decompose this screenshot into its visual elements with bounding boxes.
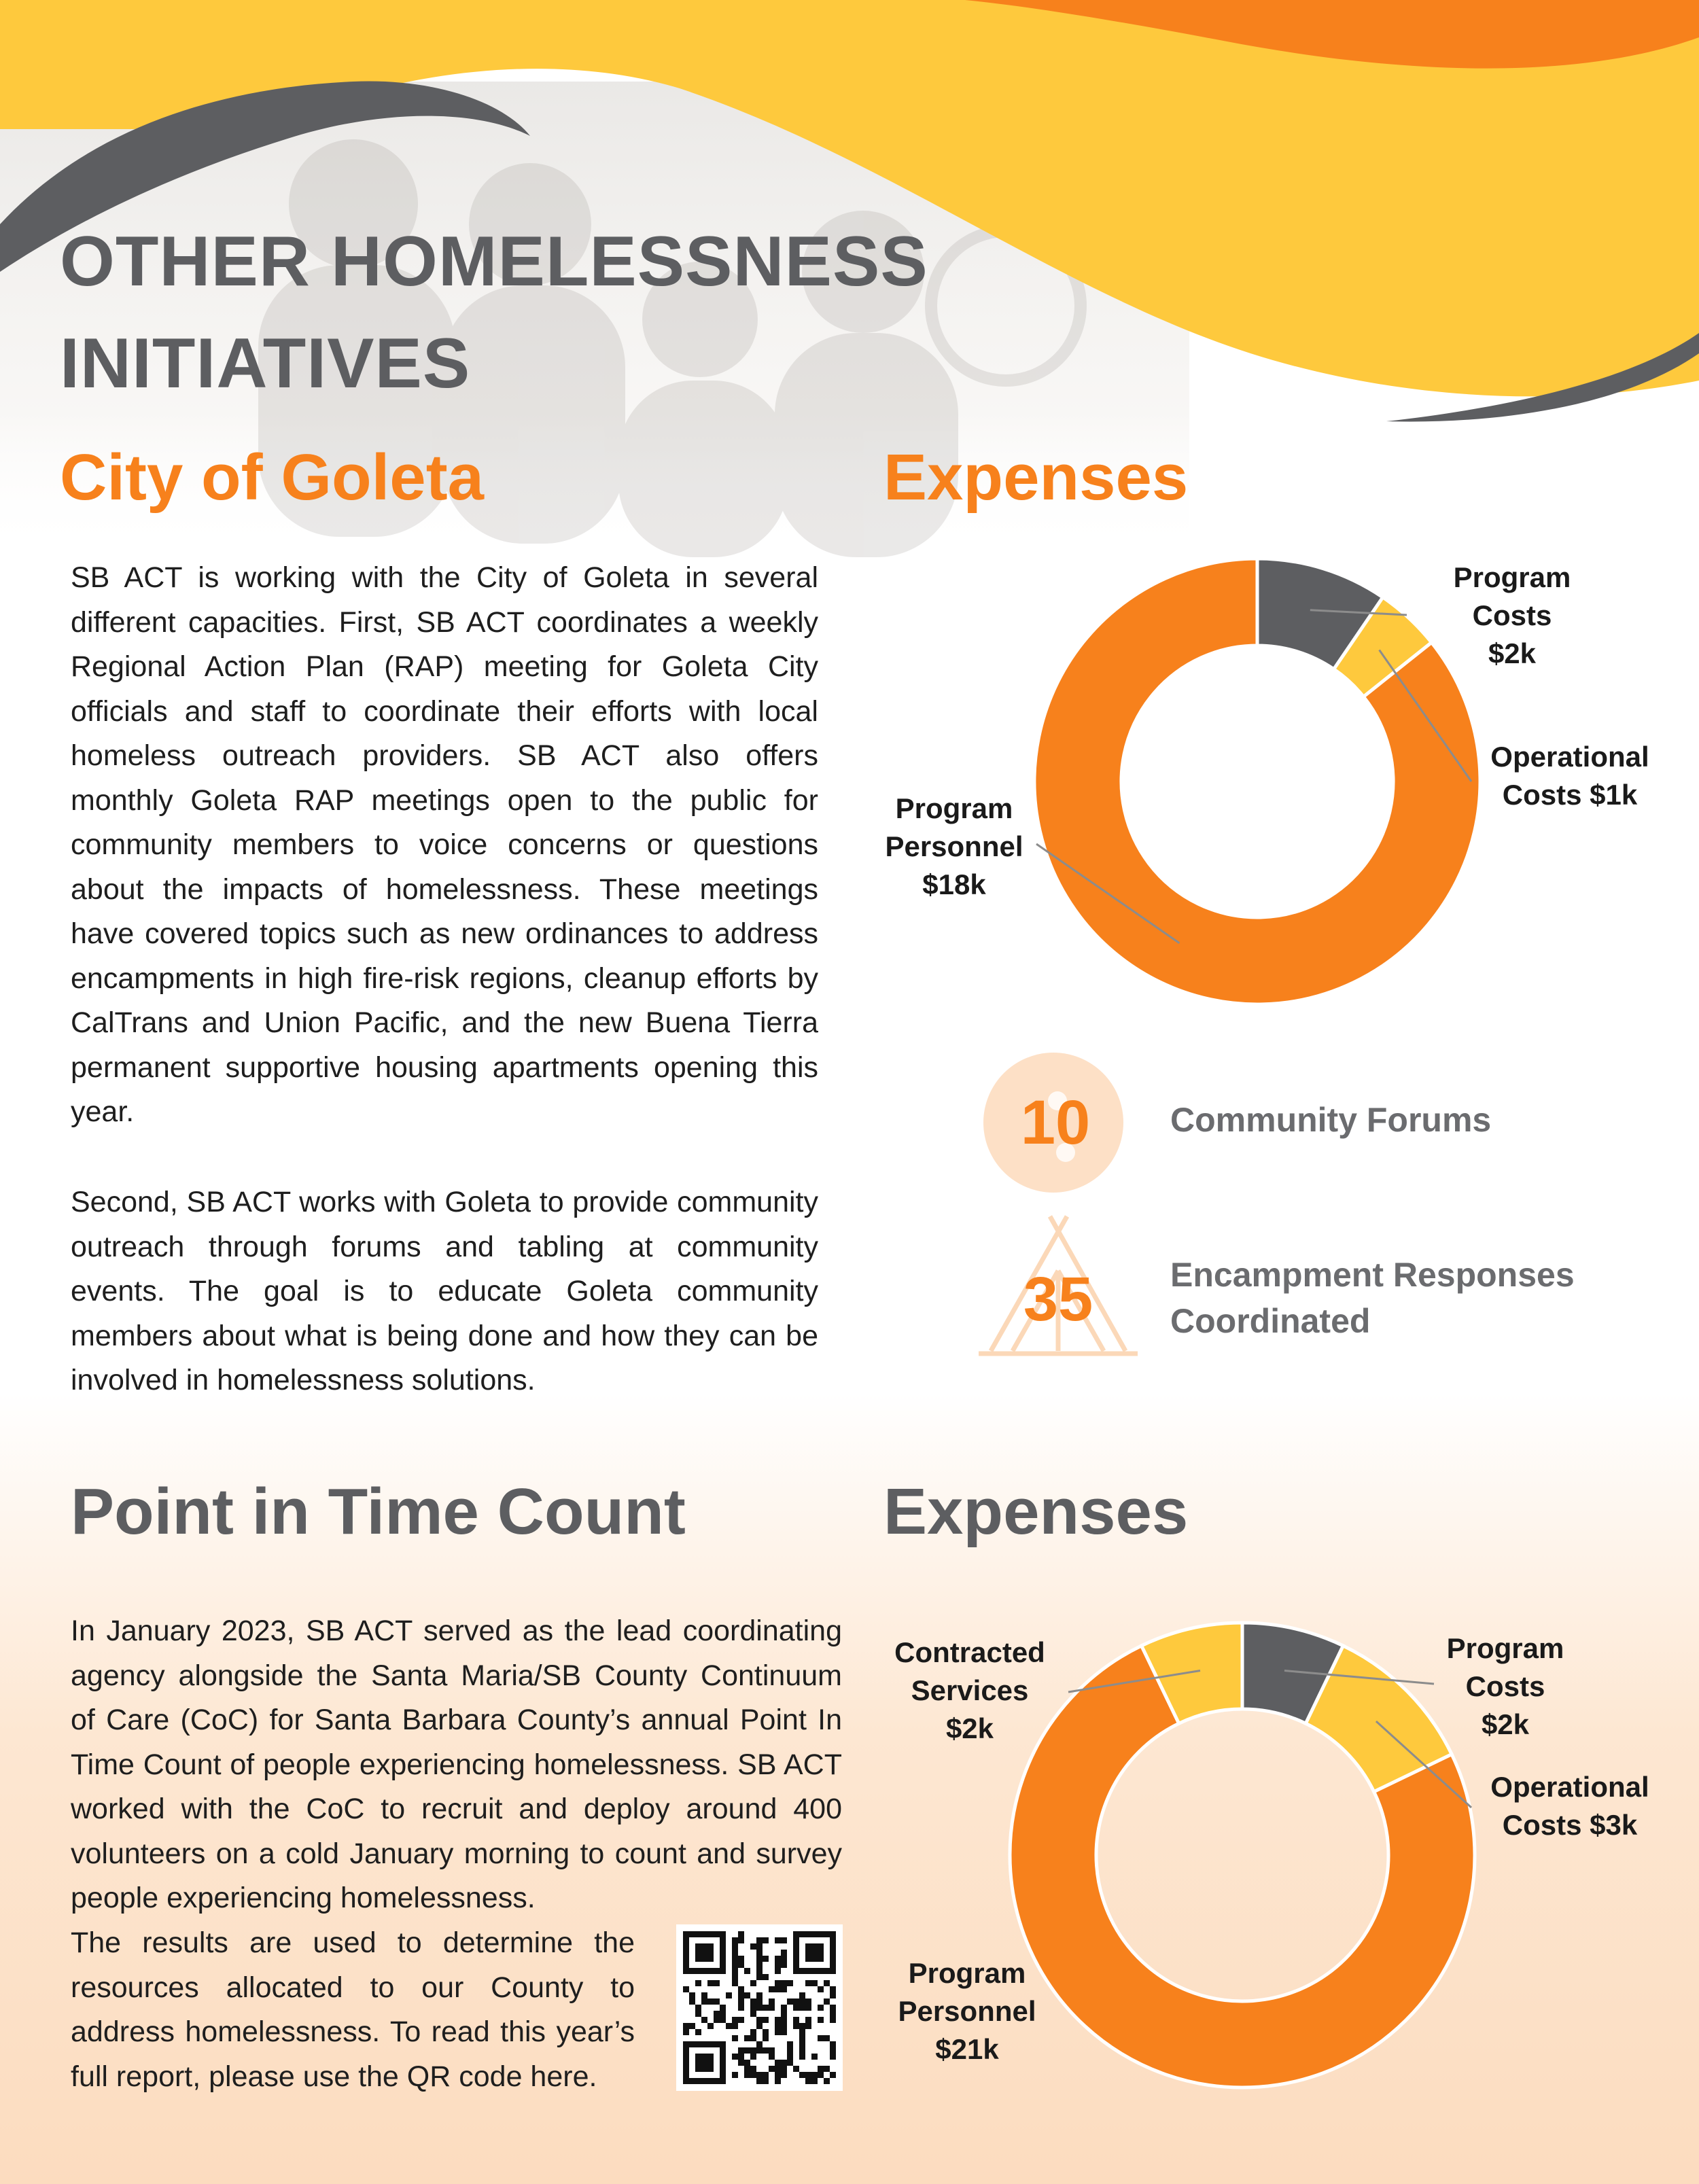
pit-label-contracted-line1: Contracted xyxy=(894,1636,1045,1668)
pit-label-operational-line2: Costs $3k xyxy=(1502,1809,1638,1841)
goleta-label-personnel-line2: Personnel xyxy=(885,830,1023,862)
pit-label-program-personnel xyxy=(869,1954,1066,2068)
pit-paragraph-1: In January 2023, SB ACT served as the lead coordinating agency alongside the Santa Maria/SB County Continuum of Care (CoC) for Santa Barbara County’s annual Point In Time Count of people experiencing homelessness. SB ACT worked with the CoC to recruit and deploy around 400 volunteers on a cold January morning to count and survey people experiencing homelessness. xyxy=(71,1615,842,1914)
goleta-label-program-costs-line1: Program xyxy=(1453,561,1571,593)
pit-label-personnel-value: $21k xyxy=(935,2033,999,2065)
goleta-paragraph-1: SB ACT is working with the City of Goleta in several different capacities. First, SB ACT coordinates a weekly Regional Action Plan (RAP) meeting for Goleta City officials and staff to coordinate their efforts with local homeless outreach providers. SB ACT also offers monthly Goleta RAP meetings open to the public for community members to voice concerns or questions about the impacts of homelessness. These meetings have covered topics such as new ordinances to address encampments in high fire-risk regions, cleanup efforts by CalTrans and Union Pacific, and the new Buena Tierra permanent supportive housing apartments opening this year. xyxy=(71,561,818,1128)
goleta-label-operational-line1: Operational xyxy=(1490,741,1649,773)
goleta-label-personnel-value: $18k xyxy=(922,868,986,900)
pit-label-program-costs-line1: Program xyxy=(1446,1632,1564,1664)
pit-label-contracted-services xyxy=(871,1634,1068,1748)
pit-label-operational-line1: Operational xyxy=(1490,1771,1649,1803)
goleta-heading: City of Goleta xyxy=(60,441,485,514)
goleta-label-program-costs-value: $2k xyxy=(1488,637,1537,669)
goleta-label-program-costs-line2: Costs xyxy=(1472,599,1552,631)
goleta-expenses-heading: Expenses xyxy=(883,441,1189,514)
pit-label-personnel-line1: Program xyxy=(908,1957,1026,1989)
goleta-paragraph-2: Second, SB ACT works with Goleta to provide community outreach through forums and tabling at community events. The goal is to educate Goleta community members about what is being done and how they can be involved in homelessness solutions. xyxy=(71,1186,818,1396)
pit-label-program-costs-line2: Costs xyxy=(1465,1670,1545,1702)
pit-label-personnel-line2: Personnel xyxy=(898,1995,1036,2027)
pit-label-contracted-line2: Services xyxy=(911,1674,1029,1706)
pit-label-program-costs xyxy=(1407,1630,1604,1744)
page-title: OTHER HOMELESSNESS INITIATIVES xyxy=(60,222,928,403)
pit-paragraph-2: The results are used to determine the resources allocated to our County to address homelessness. To read this year’s full report, please use the QR code here. xyxy=(71,1926,635,2093)
stat-encampment-responses-value: 35 xyxy=(1023,1265,1093,1334)
stat-encampment-responses-label: Encampment Responses Coordinated xyxy=(1170,1256,1575,1340)
pit-label-operational-costs xyxy=(1475,1768,1665,1844)
pit-heading: Point in Time Count xyxy=(71,1475,686,1548)
stat-community-forums-value: 10 xyxy=(1020,1088,1091,1157)
pit-expenses-heading: Expenses xyxy=(883,1475,1189,1548)
goleta-label-personnel-line1: Program xyxy=(895,792,1013,824)
goleta-label-operational-line2: Costs $1k xyxy=(1502,779,1638,811)
pit-label-contracted-value: $2k xyxy=(945,1712,994,1744)
pit-label-program-costs-value: $2k xyxy=(1481,1708,1530,1740)
stat-community-forums-label: Community Forums xyxy=(1170,1101,1492,1139)
